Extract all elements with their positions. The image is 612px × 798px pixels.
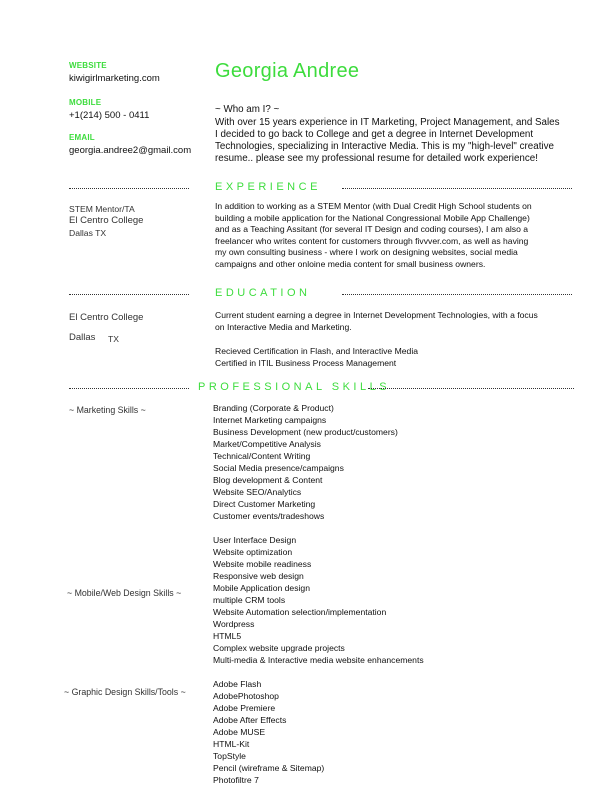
list-item: Technical/Content Writing — [213, 451, 311, 461]
list-item: TopStyle — [213, 751, 246, 761]
list-item: multiple CRM tools — [213, 595, 286, 605]
list-item: Adobe After Effects — [213, 715, 287, 725]
mobile-number: +1(214) 500 - 0411 — [69, 110, 150, 121]
list-item: HTML5 — [213, 631, 242, 641]
graphic-skills-label: ~ Graphic Design Skills/Tools ~ — [64, 687, 186, 697]
list-item: Mobile Application design — [213, 583, 310, 593]
list-item: Branding (Corporate & Product) — [213, 403, 334, 413]
list-item: Multi-media & Interactive media website enhancements — [213, 655, 424, 665]
education-school: El Centro College — [69, 312, 144, 323]
experience-line: my own consulting business - where I work on designing websites, social media — [215, 247, 518, 258]
intro-line: With over 15 years experience in IT Marketing, Project Management, and Sales — [215, 117, 560, 128]
list-item: Pencil (wireframe & Sitemap) — [213, 763, 325, 773]
list-item: Adobe Premiere — [213, 703, 276, 713]
graphic-skills-list — [213, 678, 324, 786]
experience-location: Dallas TX — [69, 228, 107, 238]
web-skills-list — [213, 534, 424, 666]
list-item: Wordpress — [213, 619, 255, 629]
education-heading: EDUCATION — [215, 287, 311, 299]
list-item: Market/Competitive Analysis — [213, 439, 321, 449]
list-item: Complex website upgrade projects — [213, 643, 345, 653]
experience-text — [215, 201, 600, 271]
experience-line: campaigns and other onloine media content for small business owners. — [215, 258, 486, 269]
list-item: Photofiltre 7 — [213, 775, 259, 785]
list-item: Website optimization — [213, 547, 293, 557]
intro-heading: ~ Who am I? ~ — [215, 104, 280, 115]
divider — [69, 188, 189, 189]
list-item: Website SEO/Analytics — [213, 487, 302, 497]
experience-role: STEM Mentor/TA — [69, 204, 135, 214]
list-item: User Interface Design — [213, 535, 297, 545]
cert-item: Certified in ITIL Business Process Management — [215, 357, 397, 368]
marketing-skills-list — [213, 402, 398, 522]
divider — [342, 188, 572, 189]
intro-text — [215, 117, 595, 165]
page-title: Georgia Andree — [215, 60, 360, 82]
education-line: on Interactive Media and Marketing. — [215, 321, 352, 332]
email-link[interactable]: georgia.andree2@gmail.com — [69, 145, 192, 156]
list-item: Adobe Flash — [213, 679, 262, 689]
education-certs — [215, 346, 600, 369]
list-item: Social Media presence/campaigns — [213, 463, 344, 473]
list-item: Customer events/tradeshows — [213, 511, 325, 521]
divider — [342, 294, 572, 295]
marketing-skills-label: ~ Marketing Skills ~ — [69, 405, 146, 415]
divider — [69, 388, 189, 389]
education-text — [215, 310, 600, 333]
experience-line: In addition to working as a STEM Mentor (with Dual Credit High School students on — [215, 201, 532, 211]
education-city: Dallas — [69, 332, 96, 343]
experience-sidebar — [69, 203, 143, 239]
website-label: WEBSITE — [69, 61, 107, 70]
divider — [368, 388, 574, 389]
experience-line: freelancer who writes content for customers through fivvver.com, as well as having — [215, 235, 529, 246]
list-item: Adobe MUSE — [213, 727, 266, 737]
experience-heading: EXPERIENCE — [215, 181, 321, 193]
education-state: TX — [108, 334, 119, 344]
list-item: Responsive web design — [213, 571, 304, 581]
list-item: Direct Customer Marketing — [213, 499, 316, 509]
intro-line: resume.. please see my professional resume for detailed work experience! — [215, 153, 538, 164]
list-item: Blog development & Content — [213, 475, 323, 485]
experience-line: and as a Teaching Assitant (for several IT Design and coding courses), I am also a — [215, 224, 529, 235]
experience-org: El Centro College — [69, 215, 144, 226]
email-label: EMAIL — [69, 133, 95, 142]
list-item: Website Automation selection/implementation — [213, 607, 387, 617]
experience-line: building a mobile application for the National Congressional Mobile App Challenge) — [215, 212, 530, 223]
skills-heading: PROFESSIONAL SKILLS — [198, 381, 391, 393]
list-item: Website mobile readiness — [213, 559, 312, 569]
website-link[interactable]: kiwigirlmarketing.com — [69, 73, 160, 84]
web-skills-label: ~ Mobile/Web Design Skills ~ — [67, 588, 182, 598]
mobile-label: MOBILE — [69, 98, 102, 107]
list-item: HTML-Kit — [213, 739, 250, 749]
divider — [69, 294, 189, 295]
education-line: Current student earning a degree in Internet Development Technologies, with a focus — [215, 310, 538, 320]
intro-line: I decided to go back to College and get a degree in Internet Development — [215, 129, 534, 140]
list-item: Internet Marketing campaigns — [213, 415, 327, 425]
intro-line: Technologies, specializing in Interactive Media. This is my "high-level" creative — [215, 141, 554, 152]
cert-item: Recieved Certification in Flash, and Interactive Media — [215, 346, 419, 356]
list-item: AdobePhotoshop — [213, 691, 279, 701]
list-item: Business Development (new product/customers) — [213, 427, 398, 437]
